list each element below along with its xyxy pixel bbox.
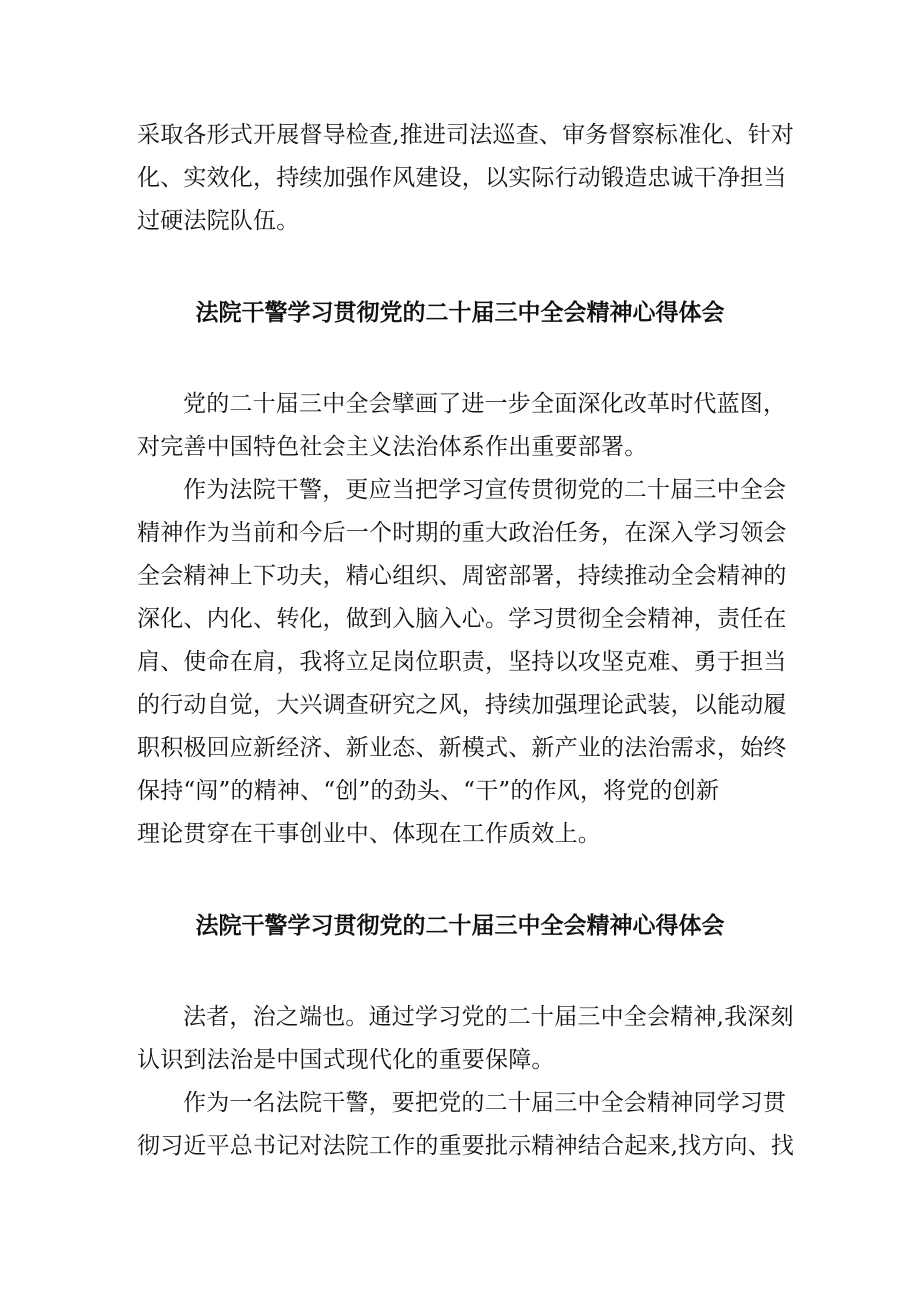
text-line: 的行动自觉，大兴调查研究之风，持续加强理论武装，以能动履 (137, 692, 787, 718)
text-line: 化、实效化，持续加强作风建设，以实际行动锻造忠诚干净担当 (137, 165, 787, 191)
text-line: 深化、内化、转化，做到入脑入心。学习贯彻全会精神，责任在 (137, 606, 787, 632)
text-line: 党的二十届三中全会擘画了进一步全面深化改革时代蓝图， (183, 391, 787, 417)
section-title: 法院干警学习贯彻党的二十届三中全会精神心得体会 (195, 912, 725, 939)
text-line: 全会精神上下功夫，精心组织、周密部署，持续推动全会精神的 (137, 563, 787, 589)
text-line: 保持“闯”的精神、“创”的劲头、“干”的作风，将党的创新 (137, 778, 720, 804)
text-line: 过硬法院队伍。 (137, 208, 300, 234)
text-line: 肩、使命在肩，我将立足岗位职责，坚持以攻坚克难、勇于担当 (137, 649, 787, 675)
text-line: 对完善中国特色社会主义法治体系作出重要部署。 (137, 434, 648, 460)
text-line: 作为一名法院干警，要把党的二十届三中全会精神同学习贯 (183, 1090, 787, 1116)
text-line: 理论贯穿在干事创业中、体现在工作质效上。 (137, 821, 601, 847)
text-line: 职积极回应新经济、新业态、新模式、新产业的法治需求，始终 (137, 735, 787, 761)
text-line: 采取各形式开展督导检查,推进司法巡查、审务督察标准化、针对 (137, 122, 795, 148)
section-title: 法院干警学习贯彻党的二十届三中全会精神心得体会 (195, 299, 725, 326)
text-line: 精神作为当前和今后一个时期的重大政治任务，在深入学习领会 (137, 520, 787, 546)
text-line: 作为法院干警，更应当把学习宣传贯彻党的二十届三中全会 (183, 477, 787, 503)
text-line: 法者，治之端也。通过学习党的二十届三中全会精神,我深刻 (183, 1004, 794, 1030)
text-line: 认识到法治是中国式现代化的重要保障。 (137, 1047, 555, 1073)
text-line: 彻习近平总书记对法院工作的重要批示精神结合起来,找方向、找 (137, 1133, 795, 1159)
